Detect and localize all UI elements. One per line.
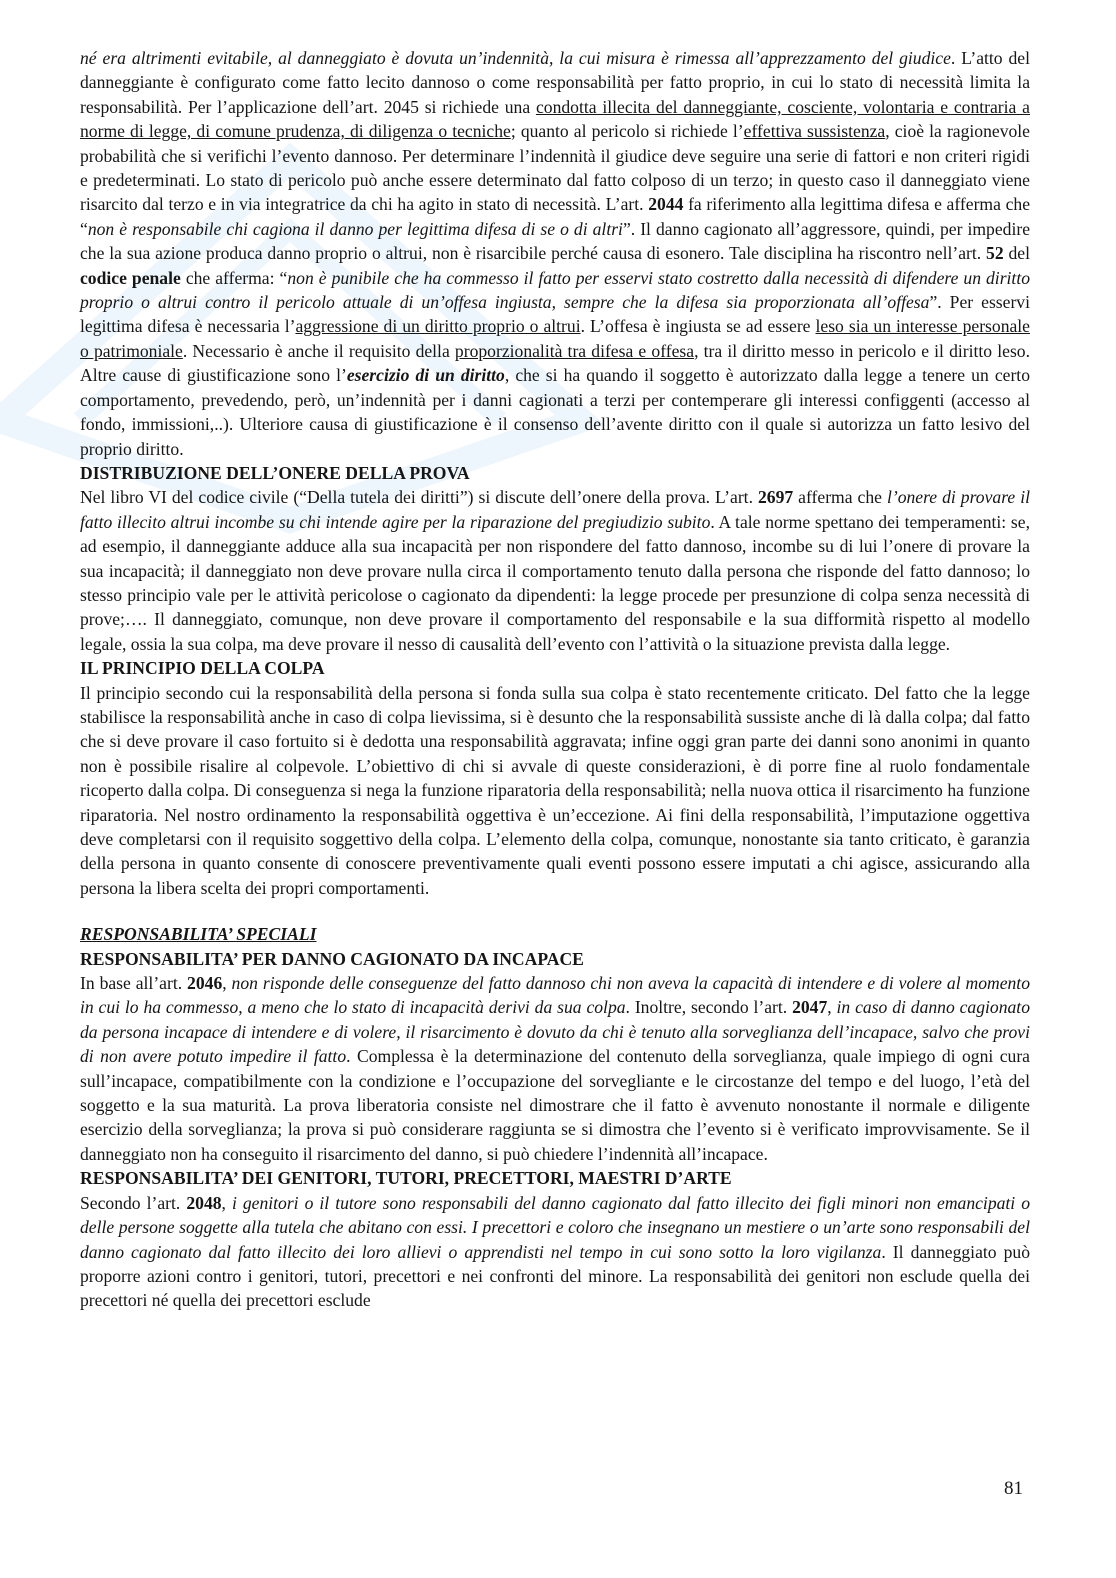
heading-genitori-tutori: RESPONSABILITA’ DEI GENITORI, TUTORI, PRECETTORI, MAESTRI D’ARTE [80, 1168, 732, 1189]
document-page [80, 46, 1030, 1313]
heading-danno-incapace: RESPONSABILITA’ PER DANNO CAGIONATO DA INCAPACE [80, 948, 584, 969]
section-title-responsabilita-speciali: RESPONSABILITA’ SPECIALI [80, 924, 317, 945]
heading-principio-colpa: IL PRINCIPIO DELLA COLPA [80, 658, 325, 679]
paragraph-onere-prova: Nel libro VI del codice civile (“Della tutela dei diritti”) si discute dell’onere della prova. L’art. 2697 afferma che l’onere di provare il fatto illecito altrui incombe su chi intende agire per la riparazione del pregiudizio subito. A tale norme spettano dei temperamenti: se, ad esempio, il danneggiante adduce alla sua incapacità per non rispondere del fatto dannoso, incombe su di lui l’onere di provare la sua incapacità; il danneggiato non deve provare nulla circa il comportamento tenuto dalla persona che risponde del fatto dannoso; lo stesso principio vale per le attività pericolose o cagionato da dipendenti: la legge procede per presunzione di colpa senza necessità di prove;…. Il danneggiato, comunque, non deve provare il comportamento del responsabile e la sua difformità rispetto al modello legale, ossia la sua colpa, ma deve provare il nesso di causalità dell’evento con l’attività o la situazione prevista dalla legge. [80, 487, 1030, 654]
paragraph-stato-di-necessita: né era altrimenti evitabile, al danneggiato è dovuta un’indennità, la cui misura è rimessa all’apprezzamento del giudice. L’atto del danneggiante è configurato come fatto lecito dannoso o come responsabilità per fatto proprio, in cui lo stato di necessità limita la responsabilità. Per l’applicazione dell’art. 2045 si richiede una condotta illecita del danneggiante, cosciente, volontaria e contraria a norme di legge, di comune prudenza, di diligenza o tecniche; quanto al pericolo si richiede l’effettiva sussistenza, cioè la ragionevole probabilità che si verifichi l’evento dannoso. Per determinare l’indennità il giudice deve seguire una serie di fattori e non criteri rigidi e predeterminati. Lo stato di pericolo può anche essere determinato dal fatto colposo di un terzo; in questo caso il danneggiato viene risarcito dal terzo e in via integratrice da chi ha agito in stato di necessità. L’art. 2044 fa riferimento alla legittima difesa e afferma che “non è responsabile chi cagiona il danno per legittima difesa di se o di altri”. Il danno cagionato all’aggressore, quindi, per impedire che la sua azione produca danno proprio o altrui, non è risarcibile perché causa di esonero. Tale disciplina ha riscontro nell’art. 52 del codice penale che afferma: “non è punibile che ha commesso il fatto per esservi stato costretto dalla necessità di difendere un diritto proprio o altrui contro il pericolo attuale di un’offesa ingiusta, sempre che la difesa sia proporzionata all’offesa”. Per esservi legittima difesa è necessaria l’aggressione di un diritto proprio o altrui. L’offesa è ingiusta se ad essere leso sia un interesse personale o patrimoniale. Necessario è anche il requisito della proporzionalità tra difesa e offesa, tra il diritto messo in pericolo e il diritto leso. Altre cause di giustificazione sono l’esercizio di un diritto, che si ha quando il soggetto è autorizzato dalla legge a tenere un certo comportamento, prevedendo, però, un’indennità per i danni cagionati a terzi per contemperare gli interessi configgenti (accesso al fondo, immissioni,..). Ulteriore causa di giustificazione è il consenso dell’avente diritto con il quale si autorizza un fatto lesivo del proprio diritto. [80, 48, 1031, 459]
paragraph-danno-incapace: In base all’art. 2046, non risponde delle conseguenze del fatto dannoso chi non aveva la capacità di intendere e di volere al momento in cui lo ha commesso, a meno che lo stato di incapacità derivi da sua colpa. Inoltre, secondo l’art. 2047, in caso di danno cagionato da persona incapace di intendere e di volere, il risarcimento è dovuto da chi è tenuto alla sorveglianza dell’incapace, salvo che provi di non avere potuto impedire il fatto. Complessa è la determinazione del contenuto della sorveglianza, quale impiego di ogni cura sull’incapace, compatibilmente con la condizione e l’occupazione del sorvegliante e le circostanze del tempo e del luogo, l’età del soggetto e la sua maturità. La prova liberatoria consiste nel dimostrare che il fatto è avvenuto nonostante il normale e diligente esercizio della sorveglianza; la prova si può considerare raggiunta se si dimostra che l’evento si è verificato improvvisamente. Se il danneggiato non ha conseguito il risarcimento del danno, si può chiedere l’indennità all’incapace. [80, 973, 1030, 1164]
heading-onere-prova: DISTRIBUZIONE DELL’ONERE DELLA PROVA [80, 462, 470, 483]
paragraph-principio-colpa: Il principio secondo cui la responsabilità della persona si fonda sulla sua colpa è stato recentemente criticato. Del fatto che la legge stabilisce la responsabilità anche in caso di colpa lievissima, si è desunto che la responsabilità sussiste anche di là dalla colpa; dal fatto che si deve provare il caso fortuito si è dedotta una responsabilità aggravata; infine oggi gran parte dei danni sono anonimi in quanto non è possibile risalire al colpevole. L’obiettivo di chi si avvale di queste considerazioni, è di porre fine al ruolo fondamentale ricoperto dalla colpa. Di conseguenza si nega la funzione riparatoria della responsabilità; nella nuova ottica il risarcimento ha funzione riparatoria. Nel nostro ordinamento la responsabilità oggettiva è un’eccezione. Ai fini della responsabilità, l’imputazione oggettiva deve completarsi con il requisito soggettivo della colpa. L’elemento della colpa, comunque, nonostante sia tanto criticato, è garanzia della persona in quanto consente di conoscere preventivamente quali eventi possono essere imputati a chi agisce, assicurando alla persona la libera scelta dei propri comportamenti. [80, 682, 1030, 898]
paragraph-genitori-tutori: Secondo l’art. 2048, i genitori o il tutore sono responsabili del danno cagionato dal fatto illecito dei figli minori non emancipati o delle persone soggette alla tutela che abitano con essi. I precettori e coloro che insegnano un mestiere o un’arte sono responsabili del danno cagionato dal fatto illecito dei loro allievi o apprendisti nel tempo in cui sono sotto la loro vigilanza. Il danneggiato può proporre azioni contro i genitori, tutori, precettori e nei confronti del minore. La responsabilità dei genitori non esclude quella dei precettori né quella dei precettori esclude [80, 1192, 1031, 1311]
page-number: 81 [1004, 1478, 1023, 1499]
